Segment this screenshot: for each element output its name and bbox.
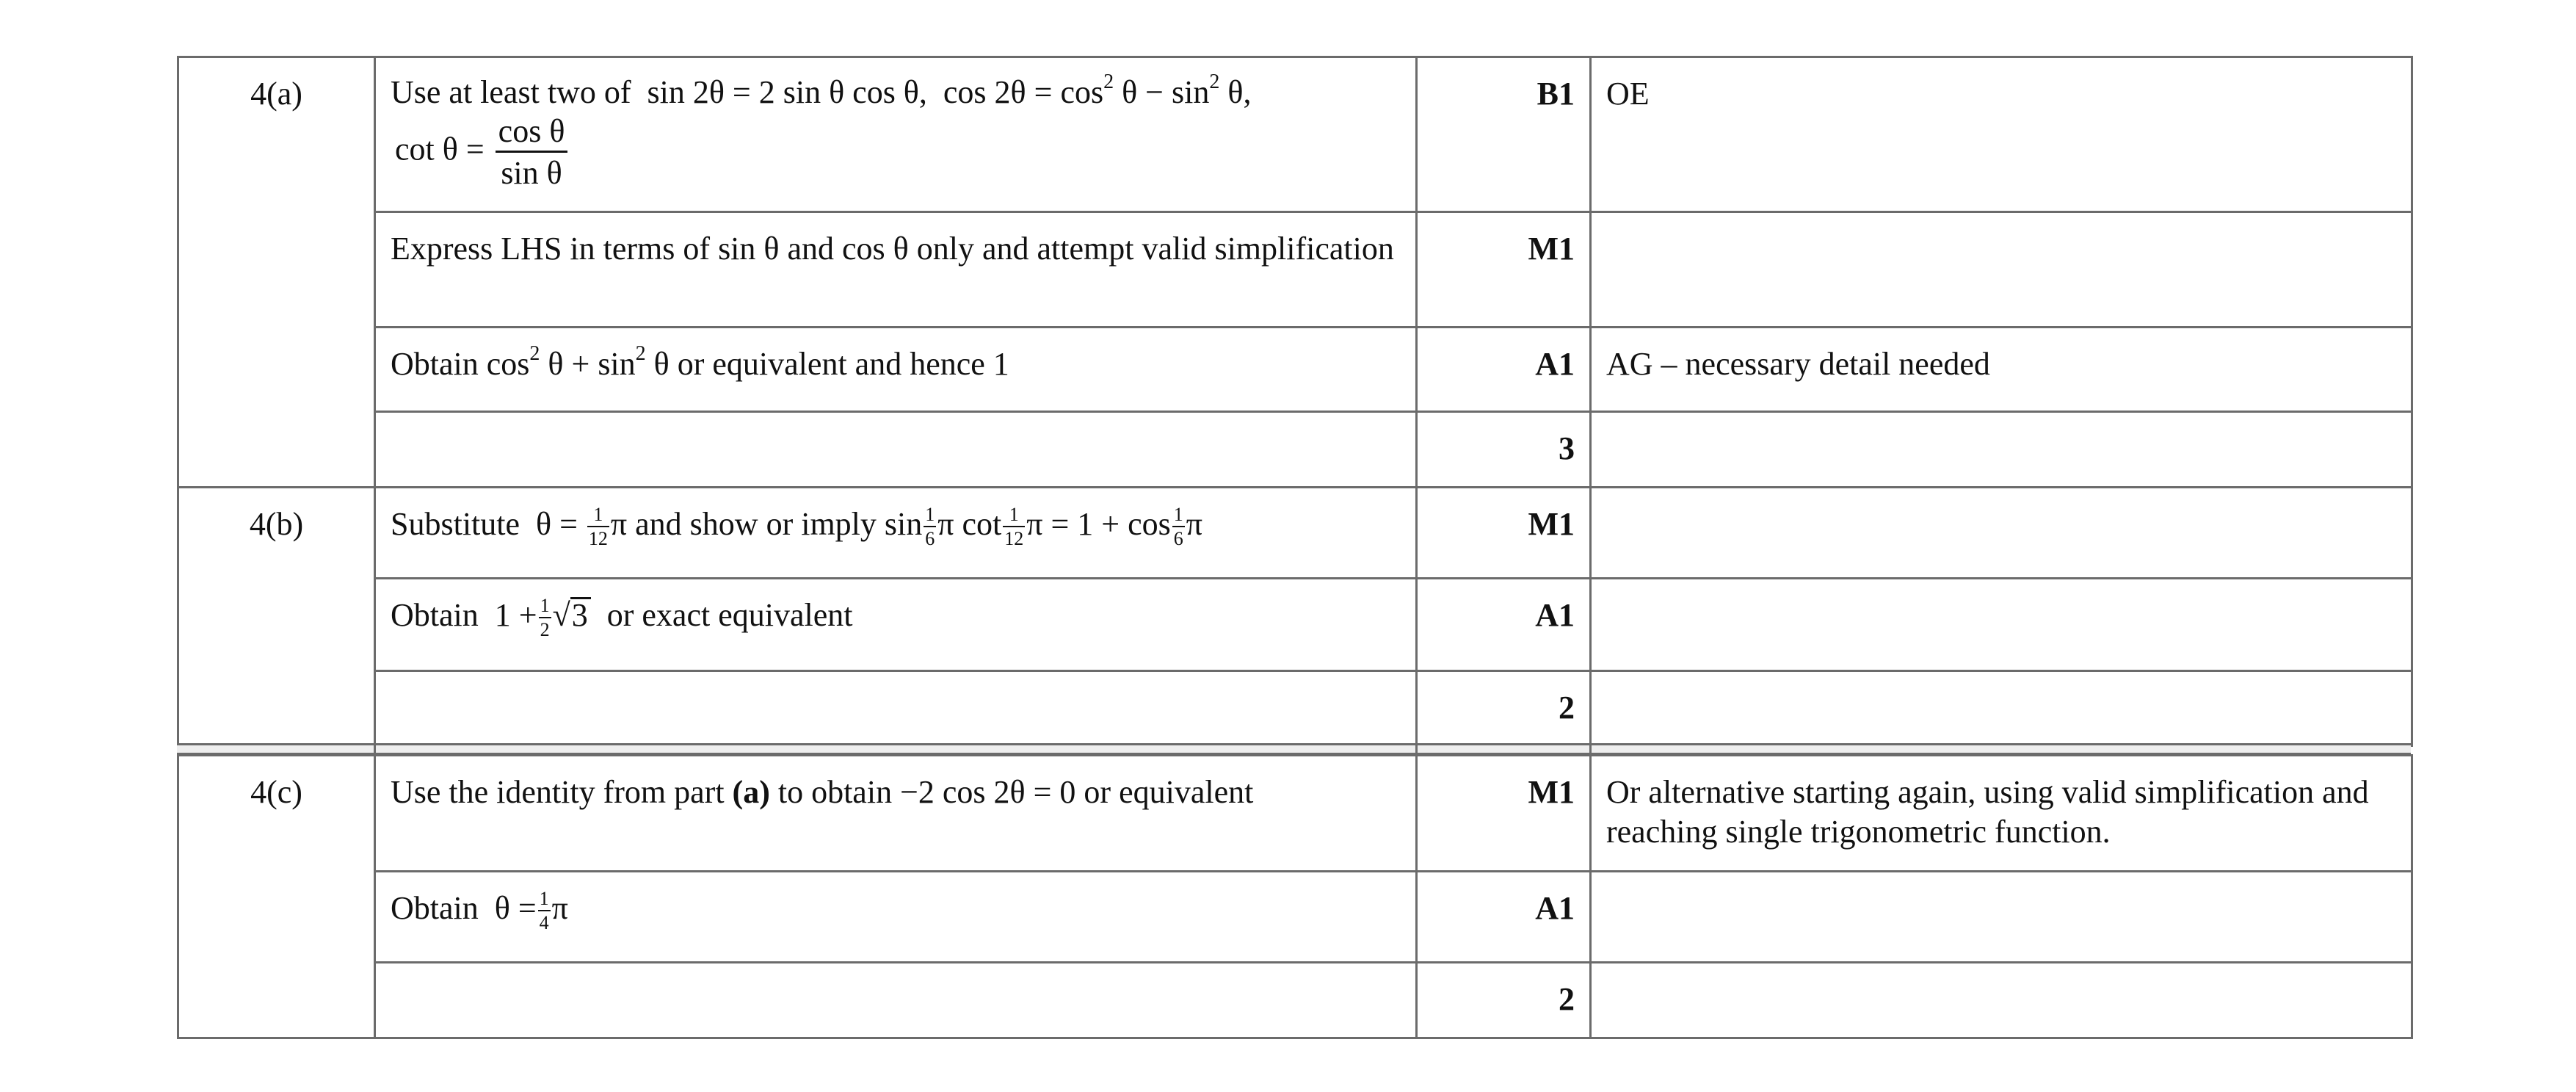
math-square: 2 — [529, 342, 540, 365]
mark-cell — [1417, 756, 1591, 872]
guidance-cell — [1591, 57, 2412, 212]
fraction-denominator: 6 — [925, 528, 935, 550]
answer-cell — [375, 579, 1417, 671]
row-4a-1 — [178, 57, 2412, 212]
mark-label: A1 — [1535, 890, 1575, 926]
mark-label: B1 — [1536, 76, 1575, 112]
mark-total-cell — [1417, 671, 1591, 746]
answer-text: Obtain — [391, 890, 479, 926]
mark-label: A1 — [1535, 597, 1575, 633]
fraction-denominator: 2 — [540, 619, 550, 641]
math-square: 2 — [1209, 70, 1220, 93]
math-square: 2 — [635, 342, 646, 365]
mark-total: 2 — [1559, 981, 1575, 1017]
math-pi-cot: π cot — [937, 506, 1002, 542]
mark-total-cell — [1417, 963, 1591, 1038]
answer-text: Express LHS in terms of — [391, 231, 711, 267]
fraction-numerator: 1 — [587, 505, 609, 527]
mark-label: M1 — [1528, 506, 1575, 542]
guidance-cell — [1591, 671, 2412, 746]
answer-cell — [375, 963, 1417, 1038]
math-eq1-rhs: 2 sin θ cos θ — [758, 74, 919, 110]
mark-label: M1 — [1528, 774, 1575, 810]
answer-cell — [375, 412, 1417, 488]
mark-cell — [1417, 488, 1591, 579]
math-eq2-a: cos — [1060, 74, 1104, 110]
math-radicand: 3 — [570, 597, 591, 632]
math-eq1-lhs: sin 2θ — [647, 74, 725, 110]
guidance-cell — [1591, 579, 2412, 671]
answer-cell — [375, 328, 1417, 412]
row-4a-3 — [178, 328, 2412, 412]
guidance-cell — [1591, 756, 2412, 872]
fraction-denominator: 4 — [539, 912, 549, 934]
math-fraction — [1172, 505, 1185, 549]
question-number-4b — [178, 488, 375, 746]
answer-text: Substitute — [391, 506, 520, 542]
math-pi: π — [610, 506, 628, 542]
math-fraction — [496, 115, 568, 189]
fraction-numerator: 1 — [538, 889, 551, 911]
answer-text: or equivalent — [1084, 774, 1254, 810]
row-4b-total — [178, 671, 2412, 746]
answer-text: Use the identity from part — [391, 774, 725, 810]
mark-label: M1 — [1528, 231, 1575, 267]
guidance-text: OE — [1606, 76, 1650, 112]
fraction-numerator: 1 — [1172, 505, 1185, 527]
mark-label: A1 — [1535, 346, 1575, 382]
row-4a-2 — [178, 212, 2412, 328]
math-expression: −2 cos 2θ = 0 — [900, 774, 1076, 810]
math-cos: cos θ — [842, 231, 909, 267]
answer-cell — [375, 756, 1417, 872]
math-square: 2 — [1103, 70, 1114, 93]
fraction-numerator: 1 — [539, 596, 551, 618]
answer-text: or exact equivalent — [606, 597, 853, 633]
math-eq2-lhs: cos 2θ — [943, 74, 1026, 110]
fraction-numerator: cos θ — [496, 115, 568, 153]
math-plus-sin: θ + sin — [548, 346, 636, 382]
math-eq3-lhs: cot θ — [395, 131, 458, 167]
answer-cell — [375, 212, 1417, 328]
answer-cell — [375, 488, 1417, 579]
mark-total-cell — [1417, 412, 1591, 488]
answer-cell — [375, 671, 1417, 746]
fraction-denominator: 12 — [1004, 528, 1024, 550]
answer-cell — [375, 872, 1417, 963]
math-pi-eq-cos: π = 1 + cos — [1026, 506, 1171, 542]
fraction-numerator: 1 — [1003, 505, 1025, 527]
guidance-text: AG – necessary detail needed — [1606, 346, 1990, 382]
answer-text: Use at least two of — [391, 74, 631, 110]
math-fraction — [538, 889, 551, 933]
math-fraction — [1003, 505, 1025, 549]
answer-text: to obtain — [777, 774, 893, 810]
guidance-cell — [1591, 488, 2412, 579]
separator-divider — [1589, 745, 1592, 753]
math-theta-eq: θ = — [536, 506, 578, 542]
mark-scheme-table-ab — [177, 56, 2413, 747]
answer-text: or equivalent and hence 1 — [677, 346, 1009, 382]
guidance-cell — [1591, 963, 2412, 1038]
guidance-cell — [1591, 412, 2412, 488]
question-label: 4(a) — [250, 76, 302, 112]
answer-cell: Use at least two of sin 2θ = 2 sin θ cos θ, $\cos 2\theta = \cos^2 \theta - \sin^2 \theta$, cot θ = $\frac{\text{cos θ}}{\text{sin θ}}$ — [375, 57, 1417, 212]
guidance-text: Or alternative starting again, using valid simplification and reaching single trigonometric function. — [1606, 774, 2369, 850]
answer-text: and — [787, 231, 835, 267]
math-theta: θ — [653, 346, 670, 382]
math-pi: π — [551, 890, 568, 926]
math-theta-eq: θ = — [494, 890, 537, 926]
math-eq2-b: θ − sin — [1122, 74, 1210, 110]
question-label: 4(b) — [249, 506, 304, 542]
math-fraction — [924, 505, 936, 549]
math-cos: cos — [486, 346, 530, 382]
question-number-4c — [178, 756, 375, 1038]
guidance-cell — [1591, 328, 2412, 412]
math-fraction — [539, 596, 551, 640]
fraction-denominator: 12 — [588, 528, 608, 550]
page-break-separator — [177, 743, 2411, 755]
mark-cell — [1417, 212, 1591, 328]
math-fraction — [587, 505, 609, 549]
row-4c-total — [178, 963, 2412, 1038]
fraction-denominator: 6 — [1173, 528, 1183, 550]
math-one-plus: 1 + — [494, 597, 537, 633]
math-sin: sin — [884, 506, 923, 542]
row-4c-1 — [178, 756, 2412, 872]
answer-text: Obtain — [391, 597, 479, 633]
math-pi: π — [1186, 506, 1202, 542]
fraction-denominator: sin θ — [501, 155, 562, 191]
mark-total: 2 — [1559, 690, 1575, 726]
mark-cell — [1417, 57, 1591, 212]
fraction-numerator: 1 — [924, 505, 936, 527]
math-sin: sin θ — [718, 231, 780, 267]
math-root-sign: √ — [552, 597, 570, 633]
part-reference: (a) — [732, 774, 770, 810]
question-label: 4(c) — [250, 774, 302, 810]
mark-cell — [1417, 328, 1591, 412]
mark-cell — [1417, 872, 1591, 963]
row-4c-2 — [178, 872, 2412, 963]
row-4b-1 — [178, 488, 2412, 579]
mark-scheme-table-c — [177, 754, 2413, 1039]
math-eq2-c: θ — [1227, 74, 1244, 110]
guidance-cell — [1591, 212, 2412, 328]
answer-text: only and attempt valid simplification — [916, 231, 1394, 267]
mark-cell — [1417, 579, 1591, 671]
separator-divider — [374, 745, 376, 753]
row-4b-2 — [178, 579, 2412, 671]
mark-total: 3 — [1559, 430, 1575, 466]
row-4a-total — [178, 412, 2412, 488]
question-number-4a — [178, 57, 375, 488]
separator-divider — [1415, 745, 1418, 753]
guidance-cell — [1591, 872, 2412, 963]
answer-text: Obtain — [391, 346, 479, 382]
answer-text: and show or imply — [635, 506, 877, 542]
